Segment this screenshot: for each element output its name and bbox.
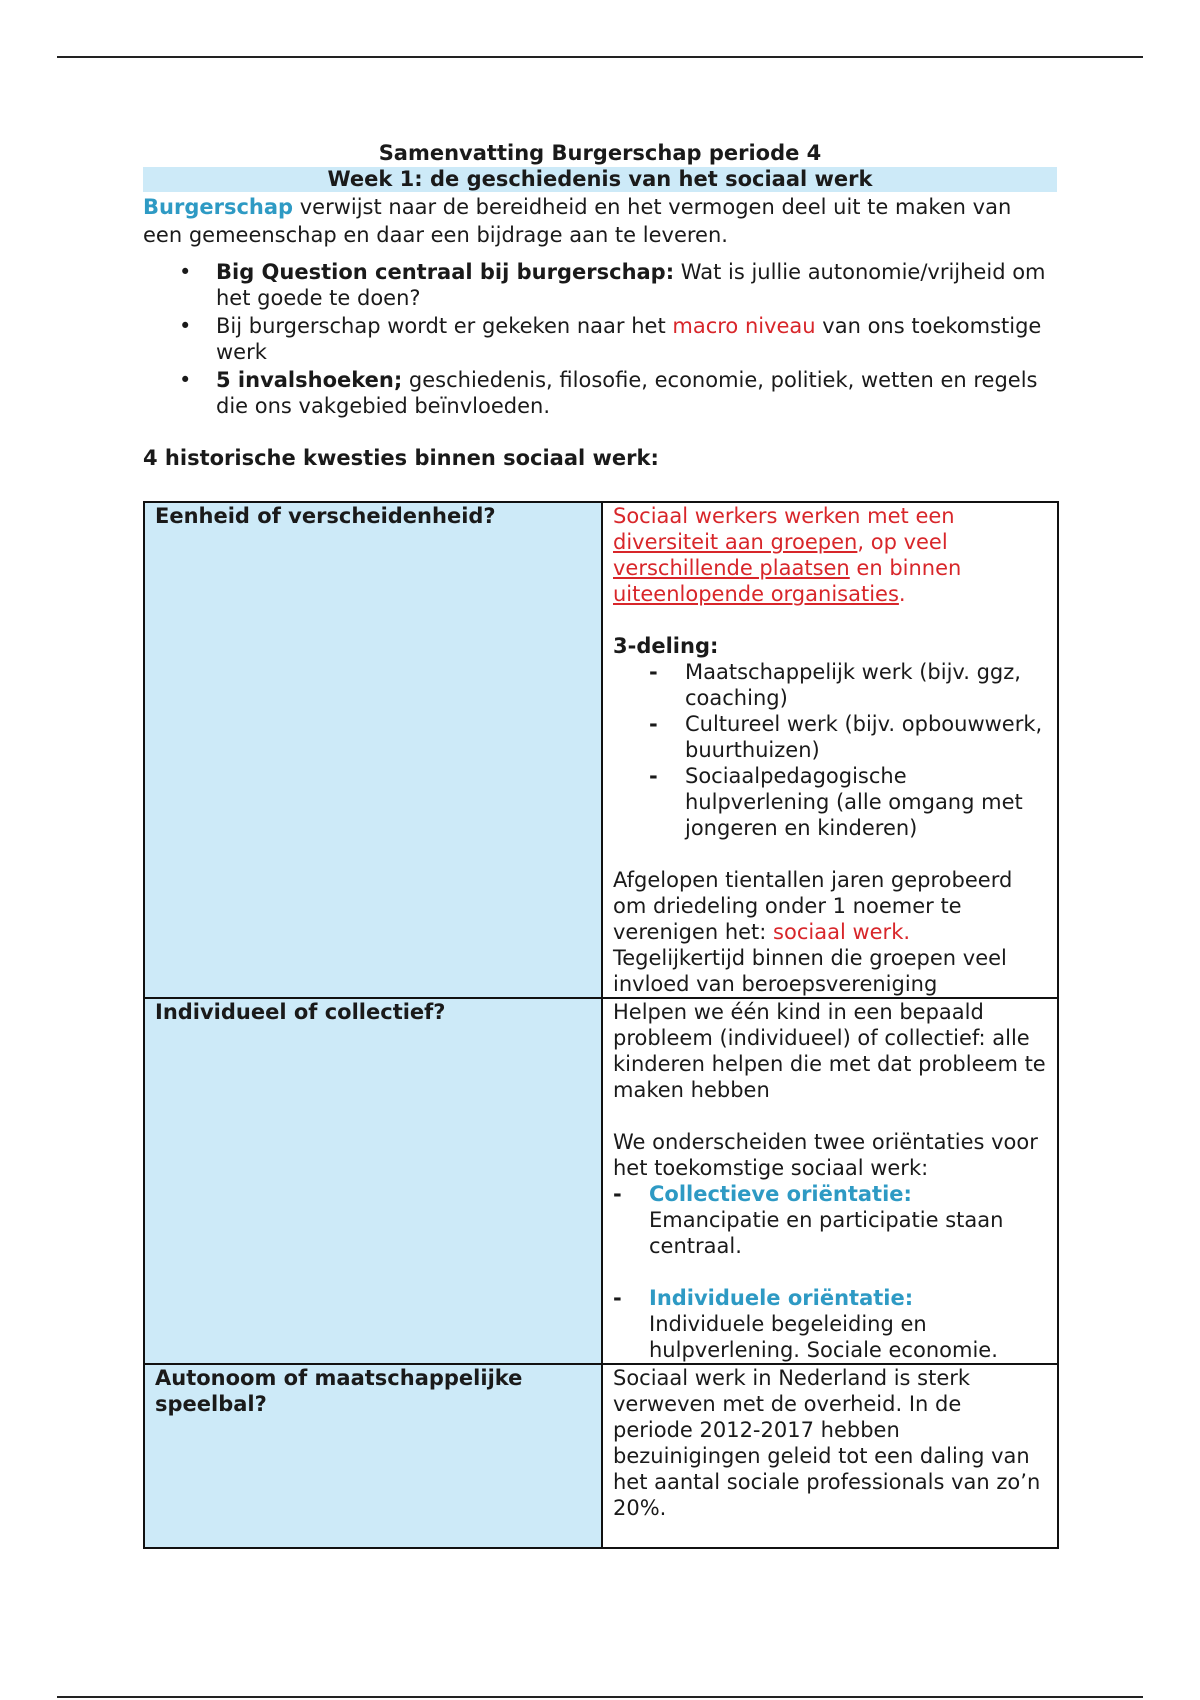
bullet-icon: • bbox=[179, 368, 192, 392]
answer-text: Tegelijkertijd binnen die groepen veel invloed van beroepsvereniging bbox=[613, 946, 1007, 996]
answer-text: Afgelopen tientallen jaren geprobeerd om driedeling onder 1 noemer te verenigen het: bbox=[613, 868, 1013, 944]
orientation-text: Emancipatie en participatie staan centraal. bbox=[649, 1208, 1004, 1258]
dash-icon: - bbox=[649, 764, 658, 788]
list-item bbox=[143, 313, 1057, 365]
spacer bbox=[613, 607, 1047, 633]
answer-paragraph bbox=[613, 867, 1047, 997]
answer-highlight: sociaal werk. bbox=[773, 920, 911, 944]
issues-table bbox=[143, 501, 1059, 1549]
list-item bbox=[613, 763, 1047, 841]
bullet-bold: 5 invalshoeken; bbox=[216, 368, 403, 392]
answer-text: Sociaal werkers werken met een bbox=[613, 504, 955, 528]
answer-cell bbox=[602, 998, 1058, 1364]
document-body bbox=[143, 140, 1057, 471]
answer-paragraph: Helpen we één kind in een bepaald probleem (individueel) of collectief: alle kinderen helpen die met dat probleem te maken hebben bbox=[613, 1000, 1046, 1102]
bullet-text: Bij burgerschap wordt er gekeken naar het bbox=[216, 314, 673, 338]
answer-paragraph bbox=[613, 503, 1047, 607]
table-row bbox=[144, 1364, 1058, 1548]
list-item bbox=[143, 367, 1057, 419]
bullet-highlight: macro niveau bbox=[672, 314, 816, 338]
split-list bbox=[613, 659, 1047, 841]
bullet-text: Wat is jullie autonomie/vrijheid om het goede te doen? bbox=[216, 260, 1046, 310]
dash-icon: - bbox=[649, 712, 658, 736]
bullet-list bbox=[143, 259, 1057, 419]
bullet-bold: Big Question centraal bij burgerschap: bbox=[216, 260, 675, 284]
answer-text: , op veel bbox=[857, 530, 948, 554]
list-item-text: Cultureel werk (bijv. opbouwwerk, buurthuizen) bbox=[685, 712, 1043, 762]
dash-icon: - bbox=[613, 1286, 622, 1310]
list-item-text: Maatschappelijk werk (bijv. ggz, coaching) bbox=[685, 660, 1021, 710]
list-item bbox=[143, 259, 1057, 311]
orientation-text: Individuele begeleiding en hulpverlening. Sociale economie. bbox=[649, 1312, 998, 1362]
spacer bbox=[613, 1259, 1047, 1285]
top-rule bbox=[57, 56, 1143, 58]
answer-paragraph: Sociaal werk in Nederland is sterk verweven met de overheid. In de periode 2012-2017 hebben bezuinigingen geleid tot een daling van het aantal sociale professionals van zo’n 20%. bbox=[613, 1366, 1041, 1520]
orientation-title: Collectieve oriëntatie: bbox=[649, 1182, 912, 1206]
intro-paragraph bbox=[143, 193, 1057, 249]
table-row bbox=[144, 998, 1058, 1364]
intro-term: Burgerschap bbox=[143, 195, 294, 219]
question-cell: Eenheid of verscheidenheid? bbox=[144, 502, 602, 998]
bullet-icon: • bbox=[179, 260, 192, 284]
dash-icon: - bbox=[613, 1182, 622, 1206]
spacer bbox=[613, 1103, 1047, 1129]
answer-cell bbox=[602, 1364, 1058, 1548]
question-cell: Autonoom of maatschappelijke speelbal? bbox=[144, 1364, 602, 1548]
orientation-item bbox=[613, 1181, 1047, 1259]
answer-underlined: uiteenlopende organisaties bbox=[613, 582, 899, 606]
orientation-item bbox=[613, 1285, 1047, 1363]
split-heading: 3-deling: bbox=[613, 634, 719, 658]
orientation-title: Individuele oriëntatie: bbox=[649, 1286, 914, 1310]
week-title: Week 1: de geschiedenis van het sociaal werk bbox=[143, 167, 1057, 192]
bottom-rule bbox=[57, 1696, 1143, 1698]
question-cell: Individueel of collectief? bbox=[144, 998, 602, 1364]
bullet-text: geschiedenis, filosofie, economie, politiek, wetten en regels die ons vakgebied beïnvloeden. bbox=[216, 368, 1038, 418]
answer-text: en binnen bbox=[849, 556, 962, 580]
answer-underlined: diversiteit aan groepen bbox=[613, 530, 858, 554]
list-item-text: Sociaalpedagogische hulpverlening (alle omgang met jongeren en kinderen) bbox=[685, 764, 1023, 840]
bullet-icon: • bbox=[179, 314, 192, 338]
list-item bbox=[613, 711, 1047, 763]
section-heading: 4 historische kwesties binnen sociaal werk: bbox=[143, 446, 659, 470]
table-row bbox=[144, 502, 1058, 998]
list-item bbox=[613, 659, 1047, 711]
answer-text: . bbox=[898, 582, 906, 606]
answer-cell bbox=[602, 502, 1058, 998]
intro-definition: verwijst naar de bereidheid en het vermogen deel uit te maken van een gemeenschap en daar een bijdrage aan te leveren. bbox=[143, 195, 1012, 247]
dash-icon: - bbox=[649, 660, 658, 684]
spacer bbox=[613, 841, 1047, 867]
bullet-text: van ons toekomstige werk bbox=[216, 314, 1042, 364]
answer-paragraph: We onderscheiden twee oriëntaties voor het toekomstige sociaal werk: bbox=[613, 1130, 1038, 1180]
answer-underlined: verschillende plaatsen bbox=[613, 556, 850, 580]
document-title: Samenvatting Burgerschap periode 4 bbox=[378, 141, 822, 165]
